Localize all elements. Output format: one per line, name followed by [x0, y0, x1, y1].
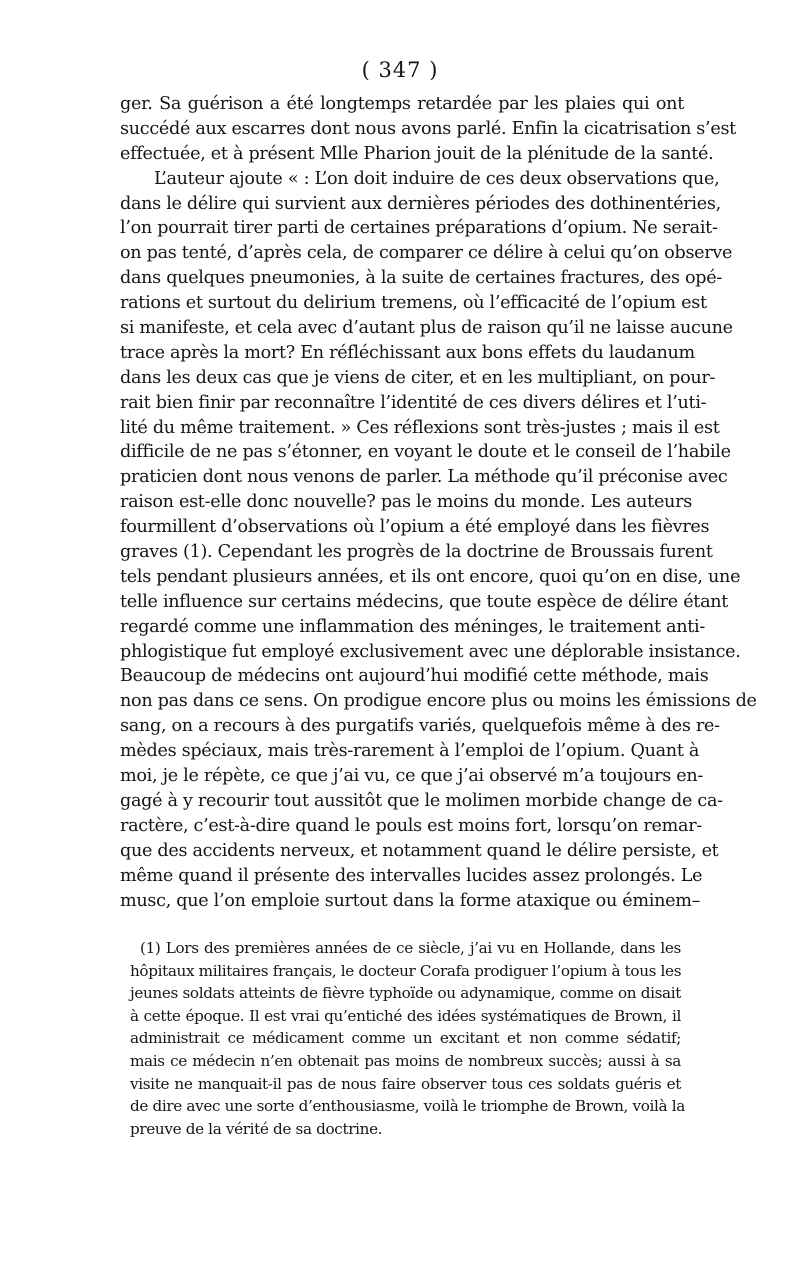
text-line: dans les deux cas que je viens de citer, et en les multipliant, on pour- — [120, 367, 716, 388]
text-line: tels pendant plusieurs années, et ils ont encore, quoi qu’on en dise, une — [120, 566, 741, 587]
footnote-line: jeunes soldats atteints de fièvre typhoïde ou adynamique, comme on disait — [130, 984, 681, 1003]
text-line: ractère, c’est-à-dire quand le pouls est moins fort, lorsqu’on remar- — [120, 815, 702, 836]
footnote-line: (1) Lors des premières années de ce siècle, j’ai vu en Hollande, dans les — [140, 939, 681, 957]
text-line: rations et surtout du delirium tremens, où l’efficacité de l’opium est — [120, 293, 707, 314]
footnote-line: à cette époque. Il est vrai qu’entiché des idées systématiques de Brown, il — [130, 1006, 681, 1025]
text-line: fourmillent d’observations où l’opium a été employé dans les fièvres — [120, 517, 710, 538]
text-line: Beaucoup de médecins ont aujourd’hui modifié cette méthode, mais — [120, 666, 709, 687]
text-line: telle influence sur certains médecins, que toute espèce de délire étant — [120, 591, 729, 612]
text-line: trace après la mort? En réfléchissant aux bons effets du laudanum — [120, 342, 695, 363]
text-line: ger. Sa guérison a été longtemps retardée par les plaies qui ont — [120, 94, 684, 114]
text-line: si manifeste, et cela avec d’autant plus de raison qu’il ne laisse aucune — [120, 318, 733, 339]
text-line: raison est-elle donc nouvelle? pas le moins du monde. Les auteurs — [120, 492, 692, 513]
text-line: dans quelques pneumonies, à la suite de certaines fractures, des opé- — [120, 268, 723, 289]
footnote-line: mais ce médecin n’en obtenait pas moins de nombreux succès; aussi à sa — [130, 1051, 681, 1070]
text-line: que des accidents nerveux, et notamment quand le délire persiste, et — [120, 840, 719, 861]
text-line: lité du même traitement. » Ces réflexions sont très-justes ; mais il est — [120, 417, 720, 438]
page-number: ( 347 ) — [361, 58, 439, 82]
text-line: phlogistique fut employé exclusivement avec une déplorable insistance. — [120, 641, 741, 662]
text-line: regardé comme une inflammation des méninges, le traitement anti- — [120, 616, 706, 637]
text-line: même quand il présente des intervalles lucides assez prolongés. Le — [120, 865, 703, 886]
footnote-line: visite ne manquait-il pas de nous faire observer tous ces soldats guéris et — [130, 1074, 681, 1093]
footnote-line: administrait ce médicament comme un excitant et non comme sédatif; — [130, 1029, 681, 1048]
text-line: mèdes spéciaux, mais très-rarement à l’emploi de l’opium. Quant à — [120, 741, 700, 762]
text-line: sang, on a recours à des purgatifs variés, quelquefois même à des re- — [120, 716, 720, 737]
text-line: moi, je le répète, ce que j’ai vu, ce que j’ai observé m’a toujours en- — [120, 766, 704, 787]
text-line: musc, que l’on emploie surtout dans la forme ataxique ou éminem– — [120, 890, 701, 911]
text-line: praticien dont nous venons de parler. La méthode qu’il préconise avec — [120, 467, 728, 488]
text-line: difficile de ne pas s’étonner, en voyant le doute et le conseil de l’habile — [120, 442, 731, 463]
text-line: on pas tenté, d’après cela, de comparer ce délire à celui qu’on observe — [120, 243, 733, 264]
text-line: succédé aux escarres dont nous avons parlé. Enfin la cicatrisation s’est — [120, 118, 736, 139]
text-line: gagé à y recourir tout aussitôt que le molimen morbide change de ca- — [120, 790, 723, 811]
footnote-line: preuve de la vérité de sa doctrine. — [130, 1119, 383, 1138]
text-line: rait bien finir par reconnaître l’identité de ces divers délires et l’uti- — [120, 392, 707, 413]
footnote-line: de dire avec une sorte d’enthousiasme, voilà le triomphe de Brown, voilà la — [130, 1097, 685, 1116]
text-line: non pas dans ce sens. On prodigue encore plus ou moins les émissions de — [120, 691, 757, 712]
text-line: graves (1). Cependant les progrès de la doctrine de Broussais furent — [120, 542, 713, 563]
footnote-line: hôpitaux militaires français, le docteur Corafa prodiguer l’opium à tous les — [130, 961, 682, 980]
text-line: effectuée, et à présent Mlle Pharion jouit de la plénitude de la santé. — [120, 143, 714, 164]
text-line: L’auteur ajoute « : L’on doit induire de ces deux observations que, — [154, 168, 720, 189]
text-line: l’on pourrait tirer parti de certaines préparations d’opium. Ne serait- — [120, 218, 718, 239]
footnote — [130, 937, 685, 1140]
text-line: dans le délire qui survient aux dernières périodes des dothinentéries, — [120, 193, 721, 214]
main-text — [120, 92, 757, 913]
